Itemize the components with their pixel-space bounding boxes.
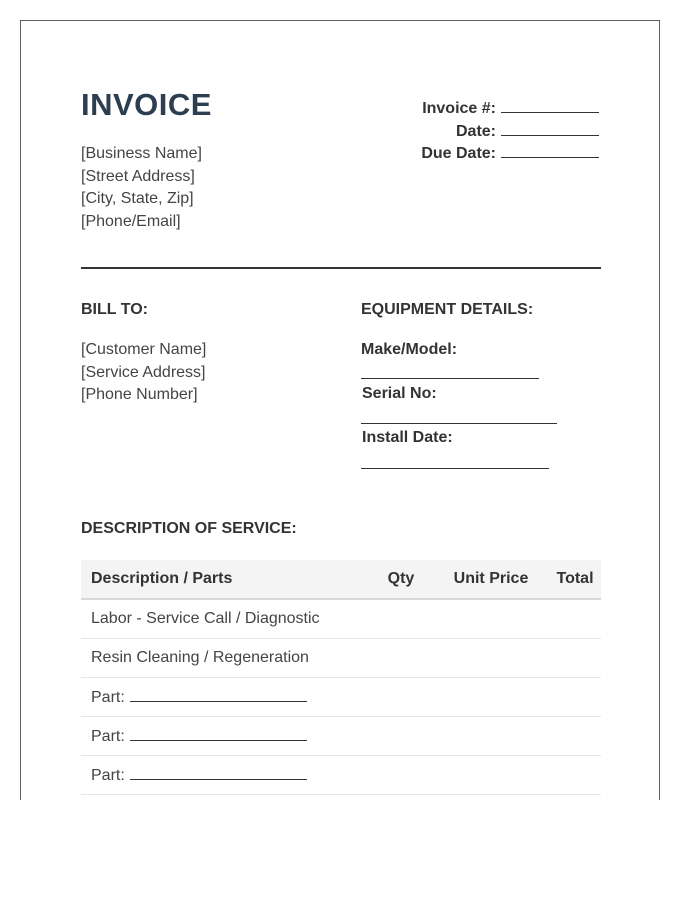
row-total[interactable] [549, 678, 601, 717]
invoice-meta [421, 98, 599, 166]
install-date-label: Install Date: [362, 429, 453, 446]
bill-to-heading: BILL TO: [81, 301, 148, 318]
table-header-row [81, 560, 601, 599]
make-model-field[interactable] [361, 378, 539, 379]
table-row [81, 717, 601, 756]
row-unit-price[interactable] [433, 639, 549, 678]
col-qty: Qty [369, 560, 433, 599]
row-description-cell [81, 678, 369, 717]
table-row [81, 756, 601, 795]
row-unit-price[interactable] [433, 717, 549, 756]
row-qty[interactable] [369, 756, 433, 795]
equipment-heading: EQUIPMENT DETAILS: [361, 301, 534, 318]
business-street: [Street Address] [81, 167, 195, 185]
invoice-date-label: Date: [455, 122, 496, 140]
invoice-number-row [421, 98, 599, 121]
col-description: Description / Parts [81, 560, 369, 599]
row-description: Labor - Service Call / Diagnostic [81, 599, 369, 639]
invoice-page [20, 20, 660, 800]
row-description: Part: [91, 728, 125, 745]
table-row [81, 599, 601, 639]
row-unit-price[interactable] [433, 756, 549, 795]
business-info [81, 143, 202, 233]
table-row [81, 639, 601, 678]
invoice-number-label: Invoice #: [422, 100, 496, 117]
due-date-row [421, 143, 599, 166]
invoice-number-field[interactable] [501, 98, 599, 113]
row-description: Part: [91, 689, 125, 706]
part-field[interactable] [130, 726, 307, 741]
phone-number: [Phone Number] [81, 386, 198, 403]
due-date-label: Due Date: [421, 145, 496, 162]
make-model-label: Make/Model: [361, 341, 458, 358]
row-total[interactable] [549, 599, 601, 639]
row-unit-price[interactable] [433, 599, 549, 639]
row-description: Resin Cleaning / Regeneration [81, 639, 369, 678]
part-field[interactable] [130, 765, 307, 780]
row-description: Part: [91, 767, 125, 784]
table-row [81, 678, 601, 717]
business-contact: [Phone/Email] [81, 212, 181, 230]
row-qty[interactable] [369, 599, 433, 639]
row-total[interactable] [549, 639, 601, 678]
part-field[interactable] [130, 687, 307, 702]
invoice-title: INVOICE [81, 87, 212, 122]
bill-to-info [81, 339, 206, 407]
service-address: [Service Address] [81, 363, 206, 381]
row-qty[interactable] [369, 639, 433, 678]
install-date-field[interactable] [361, 468, 549, 469]
customer-name: [Customer Name] [81, 341, 207, 358]
business-name: [Business Name] [81, 145, 202, 162]
col-total: Total [549, 560, 601, 599]
row-qty[interactable] [369, 678, 433, 717]
business-city: [City, State, Zip] [81, 190, 194, 207]
row-total[interactable] [549, 756, 601, 795]
service-heading: DESCRIPTION OF SERVICE: [81, 520, 297, 537]
row-qty[interactable] [369, 717, 433, 756]
col-unit-price: Unit Price [433, 560, 549, 599]
row-unit-price[interactable] [433, 678, 549, 717]
header-divider [81, 267, 601, 269]
row-description-cell [81, 756, 369, 795]
invoice-date-field[interactable] [501, 121, 599, 136]
service-table [81, 560, 601, 795]
serial-no-field[interactable] [361, 423, 557, 424]
invoice-date-row [421, 121, 599, 144]
serial-no-label: Serial No: [362, 385, 437, 402]
row-total[interactable] [549, 717, 601, 756]
row-description-cell [81, 717, 369, 756]
due-date-field[interactable] [501, 143, 599, 158]
